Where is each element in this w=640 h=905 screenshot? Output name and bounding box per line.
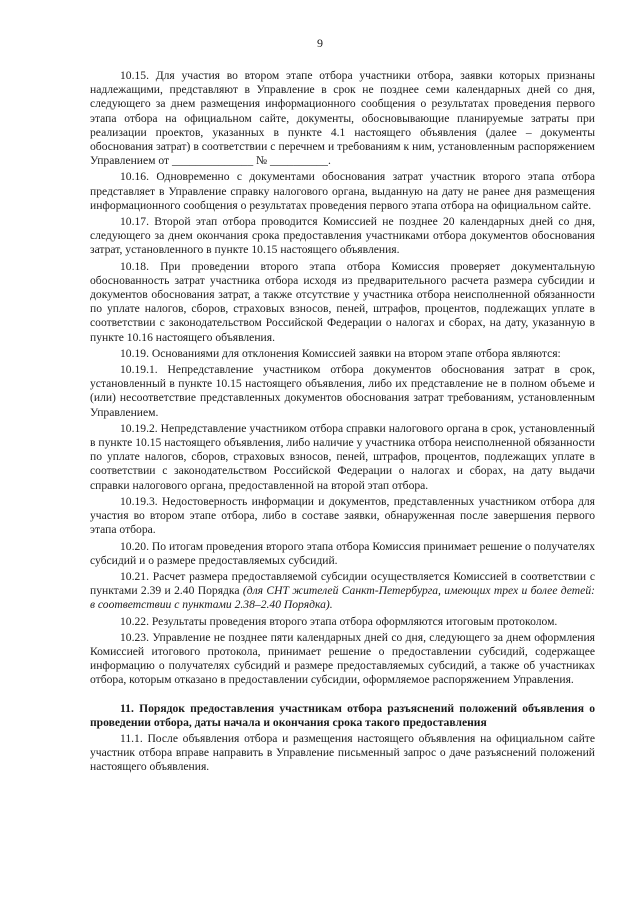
paragraph-10-21-italic: (для СНТ жителей Санкт-Петербурга, имеющих трех и более детей: в соответствии с пунктами 2.38–2.40 Порядка). [90,584,595,612]
paragraph-11-1: 11.1. После объявления отбора и размещения настоящего объявления на официальном сайте участник отбора вправе направить в Управление письменный запрос о даче разъяснений положений настоящего объявления. [90,731,595,774]
paragraph-10-22: 10.22. Результаты проведения второго этапа отбора оформляются итоговым протоколом. [120,614,558,628]
paragraph-10-21 [90,570,595,613]
document-body [90,69,595,777]
paragraph-10-16: 10.16. Одновременно с документами обоснования затрат участник второго этапа отбора представляет в Управление справку налогового органа, выданную на дату не ранее дня размещения информационного сообщения о результатах проведения первого этапа отбора на официальном сайте. [90,170,595,212]
paragraph-10-23: 10.23. Управление не позднее пяти календарных дней со дня, следующего за днем оформления Комиссией итогового протокола, принимает решение о предоставлении субсидий, содержащее информацию о получателях субсидий и размере предоставляемых субсидий, а также об участниках отбора, которым отказано в предоставлении субсидии, оформляемое распоряжением Управления. [90,630,595,687]
page-number: 9 [317,36,323,50]
section-heading-11: 11. Порядок предоставления участникам отбора разъяснений положений объявления о проведении отбора, даты начала и окончания срока такого предоставления [90,701,595,729]
paragraph-10-19-1: 10.19.1. Непредставление участником отбора документов обоснования затрат в срок, установленный в пункте 10.15 настоящего объявления, либо их представление не в полном объеме и (или) несоответствие представленных документов обоснования затрат требованиям, установленным Управлением. [90,363,595,419]
paragraph-10-21-text: 10.21. Расчет размера предоставляемой субсидии осуществляется Комиссией в соответствии с пунктами 2.39 и 2.40 Порядка [90,569,595,598]
paragraph-10-15: 10.15. Для участия во втором этапе отбора участники отбора, заявки которых признаны надлежащими, представляют в Управление в срок не позднее семи календарных дней со дня, следующего за днем размещения информационного сообщения о результатах проведения первого этапа отбора на официальном сайте, документы, обосновывающие планируемые затраты при реализации проектов, указанных в пункте 4.1 настоящего объявления (далее – документы обоснования затрат) в соответствии с перечнем и требованиям к ним, установленным распоряжением Управлением от ______________ № __________. [90,69,595,168]
section-gap [90,690,595,702]
paragraph-10-19: 10.19. Основаниями для отклонения Комиссией заявки на втором этапе отбора являются: [120,346,561,360]
paragraph-10-18: 10.18. При проведении второго этапа отбора Комиссия проверяет документальную обоснованность затрат участника отбора исходя из предварительного расчета размера субсидии и документов обоснования затрат, а также отсутствие у участника отбора неисполненной обязанности по уплате налогов, сборов, страховых взносов, пеней, штрафов, процентов, подлежащих уплате в соответствии с законодательством Российской Федерации о налогах и сборах, на дату, указанную в пункте 10.16 настоящего объявления. [90,259,595,344]
paragraph-10-17: 10.17. Второй этап отбора проводится Комиссией не позднее 20 календарных дней со дня, следующего за днем окончания срока предоставления участниками отбора документов обоснования затрат, установленного в пункте 10.15 настоящего объявления. [90,215,595,257]
paragraph-10-19-3: 10.19.3. Недостоверность информации и документов, представленных участником отбора для участия во втором этапе отбора, либо в составе заявки, обнаруженная после завершения первого этапа отбора. [90,494,595,537]
paragraph-10-19-2: 10.19.2. Непредставление участником отбора справки налогового органа в срок, установленный в пункте 10.15 настоящего объявления, либо наличие у участника отбора неисполненной обязанности по уплате налогов, сборов, страховых взносов, пеней, штрафов, процентов, подлежащих уплате в соответствии с законодательством Российской Федерации о налогах и сборах, на дату выдачи справки налогового органа, предоставленной на второй этап отбора. [90,421,595,492]
paragraph-10-20: 10.20. По итогам проведения второго этапа отбора Комиссия принимает решение о получателях субсидий и о размере предоставляемых субсидий. [90,539,595,567]
